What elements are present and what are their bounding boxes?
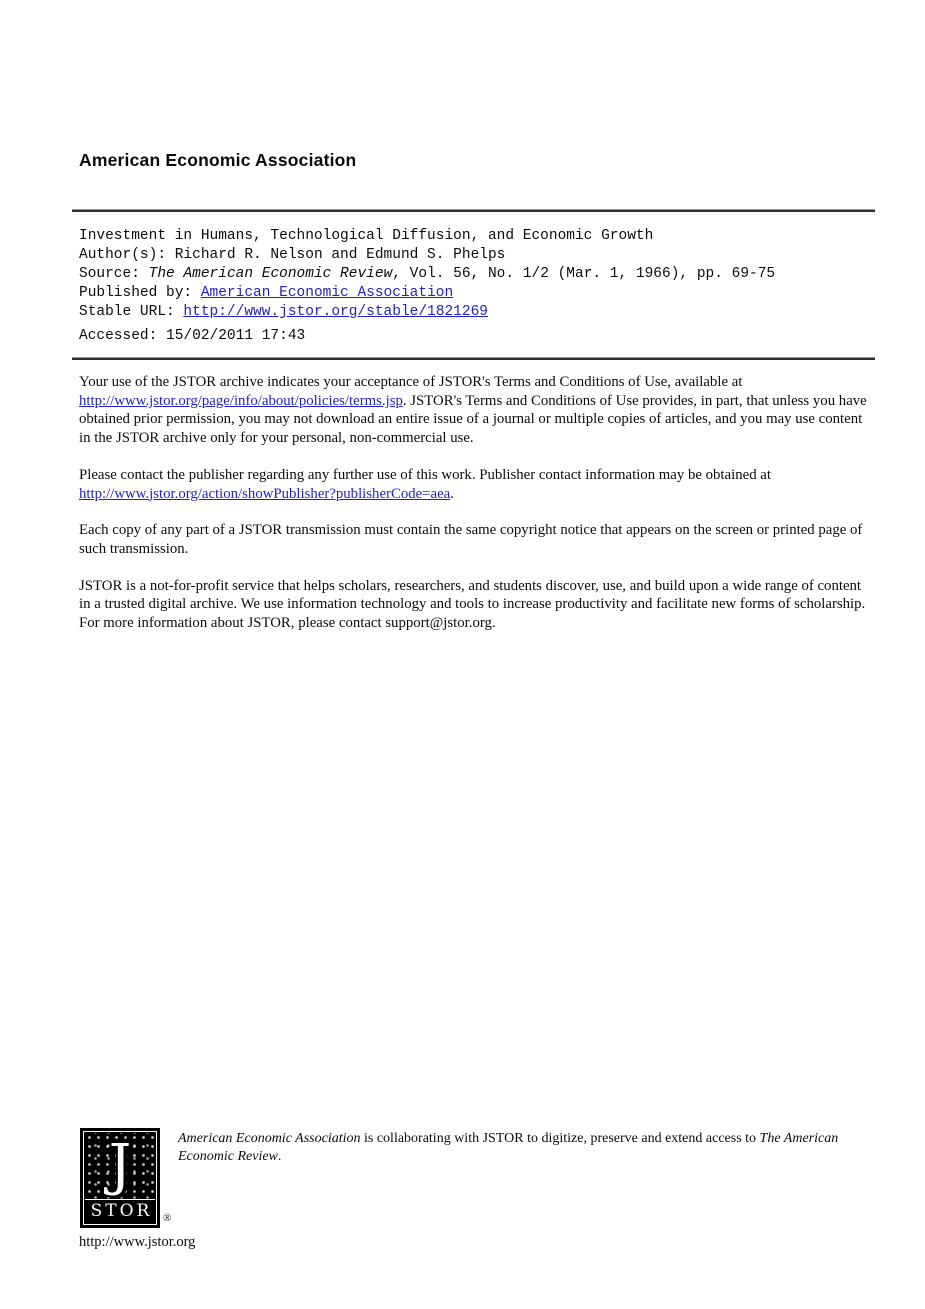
- publisher-header: American Economic Association: [79, 150, 357, 170]
- terms-section: [79, 373, 871, 651]
- terms-text-post: . JSTOR's Terms and Conditions of Use provides, in part, that unless you have obtained prior permission, you may not download an entire issue of a journal or multiple copies of articles, and you may use content in the JSTOR archive only for your personal, non-commercial use.: [79, 392, 867, 447]
- source-details: , Vol. 56, No. 1/2 (Mar. 1, 1966), pp. 69-75: [392, 266, 776, 282]
- publisher-contact-paragraph: [79, 466, 871, 503]
- publisher-link[interactable]: American Economic Association: [200, 285, 454, 301]
- jstor-logo-frame: [83, 1131, 157, 1225]
- article-published-by: [79, 284, 879, 303]
- registered-trademark-icon: ®: [163, 1212, 172, 1224]
- article-source: [79, 265, 879, 284]
- stable-url-label: Stable URL:: [79, 304, 184, 320]
- jstor-url: http://www.jstor.org: [79, 1234, 196, 1250]
- article-accessed: Accessed: 15/02/2011 17:43: [79, 328, 306, 344]
- collab-text: is collaborating with JSTOR to digitize, preserve and extend access to: [360, 1131, 760, 1146]
- terms-text-pre: Your use of the JSTOR archive indicates your acceptance of JSTOR's Terms and Conditions of Use, available at: [79, 374, 743, 390]
- collaboration-note: [178, 1130, 856, 1165]
- jstor-mission-paragraph: JSTOR is a not-for-profit service that helps scholars, researchers, and students discover, use, and build upon a wide range of content in a trusted digital archive. We use information technology and tools to increase productivity and facilitate new forms of scholarship. For more information about JSTOR, please contact support@jstor.org.: [79, 577, 866, 632]
- jstor-logo-ornament-icon: [85, 1133, 155, 1199]
- collab-org-name: American Economic Association: [178, 1131, 361, 1146]
- collab-period: .: [277, 1148, 282, 1164]
- article-authors: Author(s): Richard R. Nelson and Edmund S. Phelps: [79, 247, 506, 263]
- source-label: Source:: [79, 266, 149, 282]
- stable-url-link[interactable]: http://www.jstor.org/stable/1821269: [183, 304, 488, 320]
- source-journal-name: The American Economic Review: [148, 266, 393, 282]
- jstor-logo-j: J: [108, 1133, 132, 1198]
- show-publisher-link[interactable]: http://www.jstor.org/action/showPublisher?publisherCode=aea: [79, 485, 451, 502]
- publisher-contact-pre: Please contact the publisher regarding any further use of this work. Publisher contact information may be obtained at: [79, 466, 771, 483]
- article-title: Investment in Humans, Technological Diffusion, and Economic Growth: [79, 228, 654, 244]
- article-stable-url: [79, 303, 879, 322]
- jstor-logo-icon: [80, 1128, 160, 1228]
- published-by-label: Published by:: [79, 285, 201, 301]
- metadata-divider: [72, 358, 875, 360]
- jstor-logo-stor: STOR: [85, 1199, 155, 1223]
- terms-paragraph: [79, 373, 871, 448]
- terms-conditions-link[interactable]: http://www.jstor.org/page/info/about/policies/terms.jsp: [79, 392, 403, 409]
- article-metadata: [79, 227, 879, 346]
- top-divider: [72, 210, 875, 212]
- copyright-notice-paragraph: Each copy of any part of a JSTOR transmission must contain the same copyright notice that appears on the screen or printed page of such transmission.: [79, 522, 863, 557]
- publisher-contact-post: .: [450, 485, 454, 502]
- collab-journal-name: The American Economic Review: [178, 1131, 839, 1164]
